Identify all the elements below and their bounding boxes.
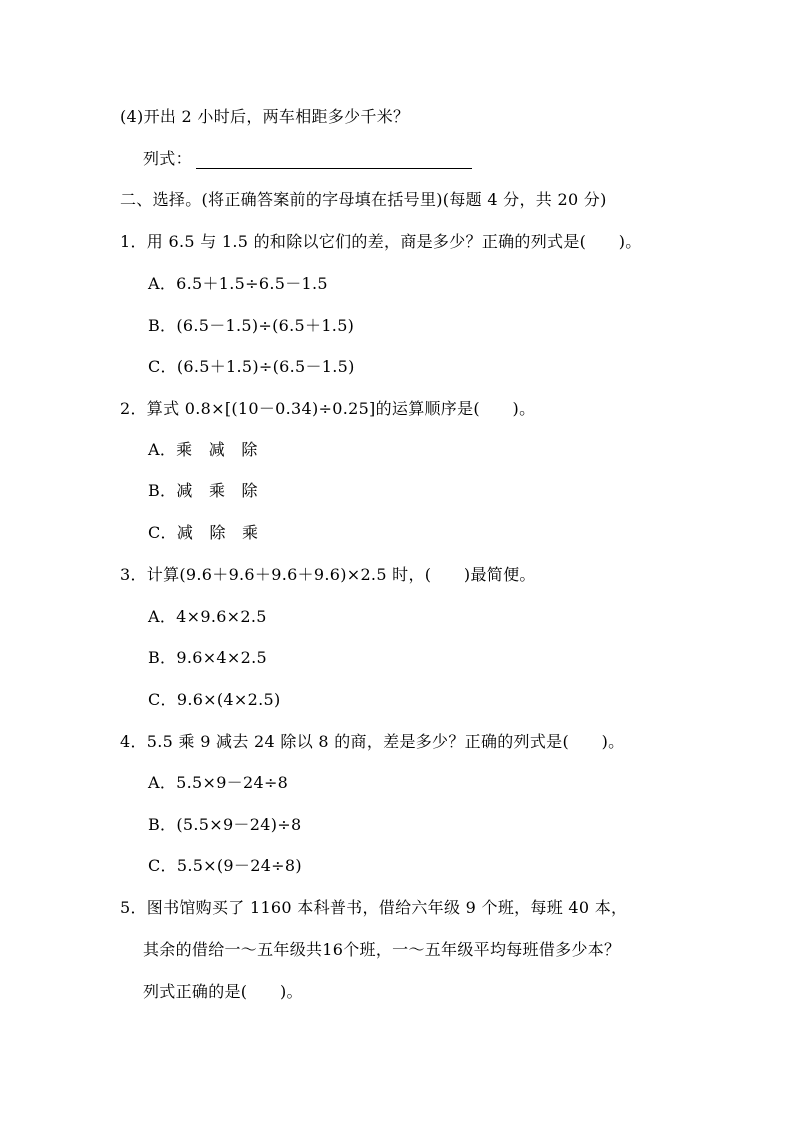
- question-5-line-3: 列式正确的是( )。: [143, 982, 303, 1001]
- q3-option-b: B．9.6×4×2.5: [148, 648, 267, 667]
- question-4: 4．5.5 乘 9 减去 24 除以 8 的商，差是多少？正确的列式是( )。: [120, 732, 625, 751]
- question-1: 1．用 6.5 与 1.5 的和除以它们的差，商是多少？正确的列式是( )。: [120, 232, 642, 251]
- q1-option-b: B．(6.5－1.5)÷(6.5＋1.5): [148, 316, 355, 335]
- question-3: 3．计算(9.6＋9.6＋9.6＋9.6)×2.5 时，( )最简便。: [120, 565, 536, 584]
- q3-option-a: A．4×9.6×2.5: [148, 607, 267, 626]
- section-title: 二、选择。(将正确答案前的字母填在括号里)(每题 4 分，共 20 分): [120, 190, 607, 209]
- q2-option-c: C．减 除 乘: [148, 523, 259, 542]
- q4-sub-question: (4)开出 2 小时后，两车相距多少千米？: [120, 107, 410, 126]
- question-5-line-1: 5．图书馆购买了 1160 本科普书，借给六年级 9 个班，每班 40 本，: [120, 898, 628, 917]
- q1-option-c: C．(6.5＋1.5)÷(6.5－1.5): [148, 357, 355, 376]
- question-5-line-2: 其余的借给一～五年级共16个班，一～五年级平均每班借多少本？: [143, 940, 621, 959]
- formula-label: 列式：: [143, 149, 192, 168]
- q2-option-a: A．乘 减 除: [148, 440, 258, 459]
- question-2: 2．算式 0.8×[(10－0.34)÷0.25]的运算顺序是( )。: [120, 399, 536, 418]
- q1-option-a: A．6.5＋1.5÷6.5－1.5: [148, 274, 328, 293]
- q4-option-b: B．(5.5×9－24)÷8: [148, 815, 302, 834]
- answer-blank[interactable]: [196, 150, 472, 169]
- q3-option-c: C．9.6×(4×2.5): [148, 690, 281, 709]
- formula-row: [143, 149, 472, 169]
- q4-option-c: C．5.5×(9－24÷8): [148, 856, 302, 875]
- q4-option-a: A．5.5×9－24÷8: [148, 773, 289, 792]
- q2-option-b: B．减 乘 除: [148, 481, 258, 500]
